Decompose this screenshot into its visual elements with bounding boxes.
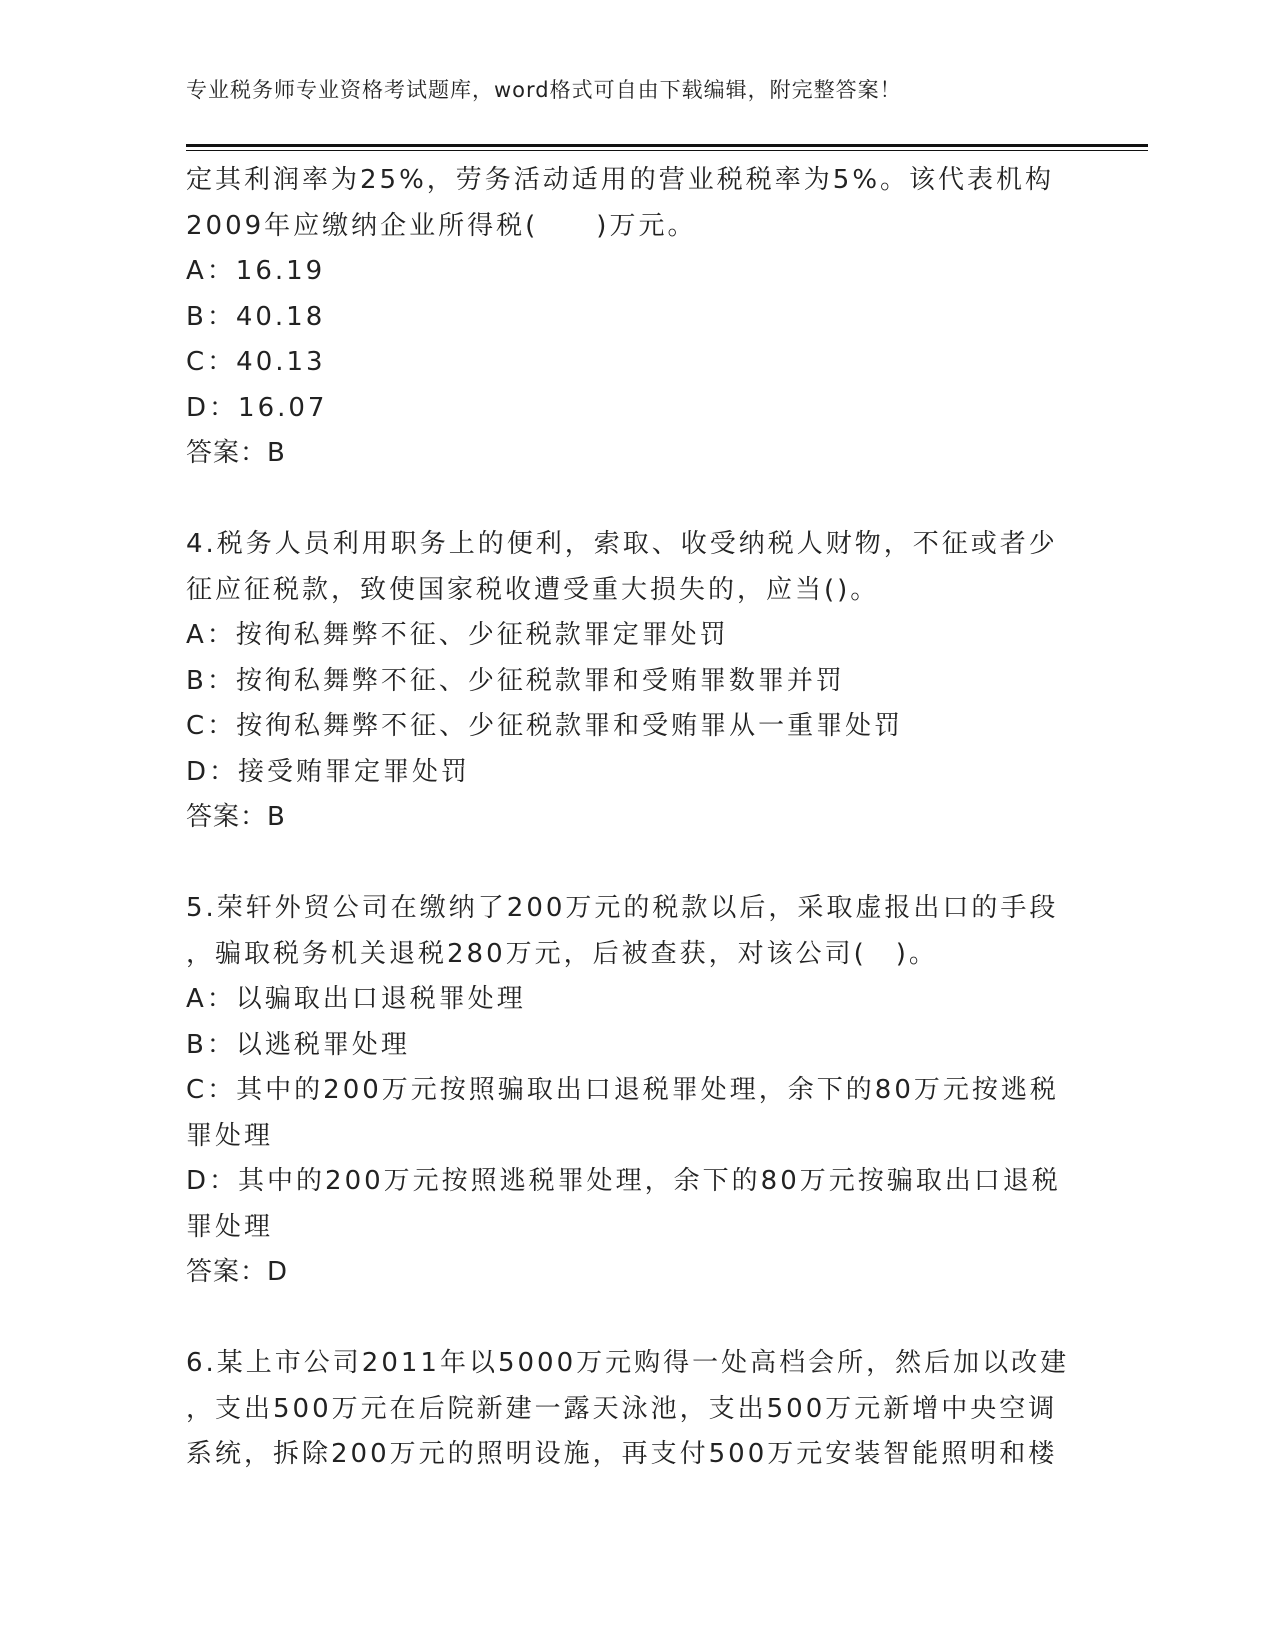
option-c-continued: 罪处理 (186, 1120, 274, 1151)
answer: 答案：D (186, 1257, 289, 1287)
spacer (186, 1296, 1066, 1342)
question-6 (186, 1341, 1070, 1478)
question-stem-line: ，支出500万元在后院新建一露天泳池，支出500万元新增中央空调 (186, 1393, 1058, 1424)
option-b: B：以逃税罪处理 (186, 1029, 410, 1060)
option-c: C：其中的200万元按照骗取出口退税罪处理，余下的80万元按逃税 (186, 1075, 1059, 1105)
option-a: A：按徇私舞弊不征、少征税款罪定罪处罚 (186, 620, 729, 650)
question-stem-line: 6.某上市公司2011年以5000万元购得一处高档会所，然后加以改建 (186, 1348, 1070, 1378)
question-4 (186, 522, 1066, 841)
option-b: B：按徇私舞弊不征、少征税款罪和受贿罪数罪并罚 (186, 665, 845, 696)
spacer (186, 841, 1066, 887)
page-header: 专业税务师专业资格考试题库，word格式可自由下载编辑，附完整答案！ (186, 78, 902, 102)
question-stem-line: ，骗取税务机关退税280万元，后被查获，对该公司( )。 (186, 938, 938, 969)
option-a: A：16.19 (186, 256, 326, 286)
option-b: B：40.18 (186, 301, 326, 332)
question-stem-line: 5.荣轩外贸公司在缴纳了200万元的税款以后，采取虚报出口的手段 (186, 893, 1059, 923)
option-d: D：其中的200万元按照逃税罪处理，余下的80万元按骗取出口退税 (186, 1166, 1061, 1196)
option-c: C：40.13 (186, 347, 326, 377)
question-3 (186, 158, 1066, 477)
question-content (186, 158, 1070, 1478)
spacer (186, 477, 1066, 523)
question-5 (186, 886, 1066, 1296)
header-rule-thin (186, 150, 1148, 151)
option-a: A：以骗取出口退税罪处理 (186, 984, 526, 1014)
option-d: D：接受贿罪定罪处罚 (186, 756, 471, 787)
question-stem-line: 征应征税款，致使国家税收遭受重大损失的，应当()。 (186, 574, 880, 605)
header-rule-thick (186, 144, 1148, 147)
answer: 答案：B (186, 802, 286, 832)
option-d-continued: 罪处理 (186, 1211, 274, 1242)
question-stem-line: 定其利润率为25%，劳务活动适用的营业税税率为5%。该代表机构 (186, 165, 1055, 195)
question-stem-line: 2009年应缴纳企业所得税( )万元。 (186, 210, 697, 241)
answer: 答案：B (186, 438, 286, 468)
option-d: D：16.07 (186, 392, 328, 423)
question-stem-line: 系统，拆除200万元的照明设施，再支付500万元安装智能照明和楼 (186, 1439, 1058, 1469)
option-c: C：按徇私舞弊不征、少征税款罪和受贿罪从一重罪处罚 (186, 711, 904, 741)
question-stem-line: 4.税务人员利用职务上的便利，索取、收受纳税人财物，不征或者少 (186, 529, 1058, 559)
